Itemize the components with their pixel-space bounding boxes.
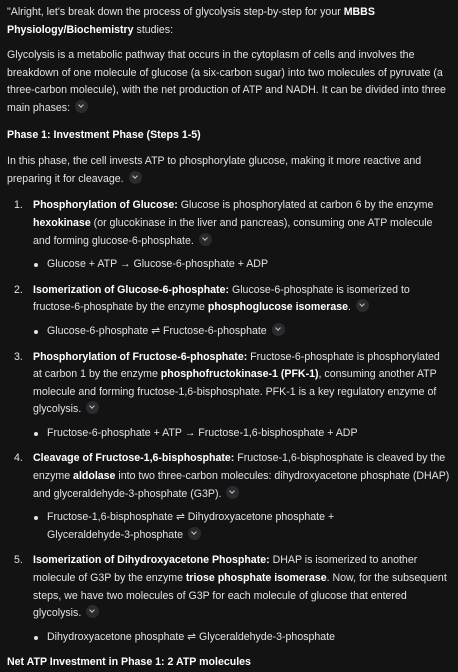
step-number: 4. (14, 452, 23, 465)
equation-item (7, 629, 450, 647)
step-body: Glucose is phosphorylated at carbon 6 by the enzyme (177, 199, 434, 212)
chevron-down-icon[interactable] (272, 323, 285, 336)
chevron-down-icon[interactable] (199, 233, 212, 246)
bullet-icon (34, 432, 38, 436)
step-2 (7, 282, 450, 341)
intro-lead: "Alright, let's break down the process of glycolysis step-by-step for your (7, 6, 344, 18)
step-number: 1. (14, 199, 23, 212)
equation-item (7, 256, 450, 274)
step-3 (7, 349, 450, 443)
enzyme-name: phosphoglucose isomerase (207, 301, 349, 314)
bullet-icon (34, 330, 38, 334)
overview-text: Glycolysis is a metabolic pathway that occurs in the cytoplasm of cells and involves the breakdown of one molecule of glucose (a six-carbon sugar) into two molecules of pyruvate (a three-carbon molecule), with the net production of ATP and NADH. It can be divided into three main phases: (7, 49, 446, 114)
net-atp-summary: Net ATP Investment in Phase 1: 2 ATP molecules (7, 656, 251, 669)
enzyme-name: aldolase (73, 470, 116, 483)
step-title: Phosphorylation of Glucose: (33, 199, 178, 212)
phase1-description (7, 153, 450, 188)
chevron-down-icon[interactable] (86, 605, 99, 618)
step-text (7, 197, 450, 250)
step-title: Cleavage of Fructose-1,6-bisphosphate: (33, 452, 235, 465)
chevron-down-icon[interactable] (356, 299, 369, 312)
equation-text: Glucose-6-phosphate ⇌ Fructose-6-phosphate (47, 324, 267, 337)
bullet-icon (34, 263, 38, 267)
chevron-down-icon[interactable] (129, 171, 142, 184)
step-body: DHAP is isomerized to another molecule of G3P by the enzyme (33, 554, 418, 585)
intro-text (7, 4, 450, 39)
equation-list (7, 509, 450, 544)
step-text (7, 349, 450, 419)
enzyme-name: hexokinase (33, 216, 91, 229)
step-1 (7, 197, 450, 273)
overview-paragraph (7, 47, 450, 117)
enzyme-name: triose phosphate isomerase (185, 572, 327, 585)
step-body: (or glucokinase in the liver and pancreas), consuming one ATP molecule and forming glucose-6-phosphate. (33, 216, 433, 247)
step-body: into two three-carbon molecules: dihydroxyacetone phosphate (DHAP) and glyceraldehyde-3-phosphate (G3P). (33, 470, 450, 500)
chevron-down-icon[interactable] (75, 100, 88, 113)
step-title: Phosphorylation of Fructose-6-phosphate: (33, 350, 248, 363)
bullet-icon (34, 636, 38, 640)
step-4 (7, 450, 450, 544)
step-title: Isomerization of Dihydroxyacetone Phosphate: (33, 554, 270, 567)
equation-text: Fructose-6-phosphate + ATP → Fructose-1,6-bisphosphate + ADP (47, 426, 358, 439)
step-body: Fructose-6-phosphate is phosphorylated at carbon 1 by the enzyme (33, 350, 440, 381)
chevron-down-icon[interactable] (188, 527, 201, 540)
step-body: Glucose-6-phosphate is isomerized to fructose-6-phosphate by the enzyme (33, 283, 410, 314)
equation-item (7, 425, 450, 443)
equation-item (7, 509, 450, 544)
equation-text: Fructose-1,6-bisphosphate ⇌ Dihydroxyacetone phosphate + Glyceraldehyde-3-phosphate (47, 511, 335, 541)
equation-list (7, 629, 450, 647)
step-number: 5. (14, 554, 23, 567)
step-body: Fructose-1,6-bisphosphate is cleaved by the enzyme (33, 452, 446, 483)
equation-list (7, 256, 450, 274)
equation-list (7, 323, 450, 341)
intro-bold: MBBS Physiology/Biochemistry (7, 6, 375, 36)
step-5 (7, 552, 450, 646)
step-text (7, 450, 450, 503)
equation-item (7, 323, 450, 341)
step-number: 2. (14, 283, 23, 296)
step-body: , consuming another ATP molecule and forming fructose-1,6-bisphosphate. PFK-1 is a key regulatory enzyme of glycolysis. (33, 368, 437, 416)
phase1-title: Phase 1: Investment Phase (Steps 1-5) (7, 128, 201, 141)
step-text (7, 552, 450, 622)
step-body: . (348, 301, 351, 314)
enzyme-name: phosphofructokinase-1 (PFK-1) (160, 368, 319, 381)
equation-text: Dihydroxyacetone phosphate ⇌ Glyceraldehyde-3-phosphate (47, 630, 336, 643)
chevron-down-icon[interactable] (226, 486, 239, 499)
step-title: Isomerization of Glucose-6-phosphate: (33, 283, 230, 296)
step-number: 3. (14, 350, 23, 363)
equation-list (7, 425, 450, 443)
steps-list (7, 197, 450, 646)
phase1-desc-text: In this phase, the cell invests ATP to phosphorylate glucose, making it more reactive and preparing it for cleavage. (7, 155, 422, 185)
intro-tail: studies: (133, 23, 174, 36)
chevron-down-icon[interactable] (86, 401, 99, 414)
step-body: . Now, for the subsequent steps, we have two molecules of G3P for each molecule of glucose that entered glycolysis. (33, 572, 447, 620)
equation-text: Glucose + ATP → Glucose-6-phosphate + ADP (47, 258, 269, 271)
bullet-icon (34, 516, 38, 520)
step-text (7, 282, 450, 317)
